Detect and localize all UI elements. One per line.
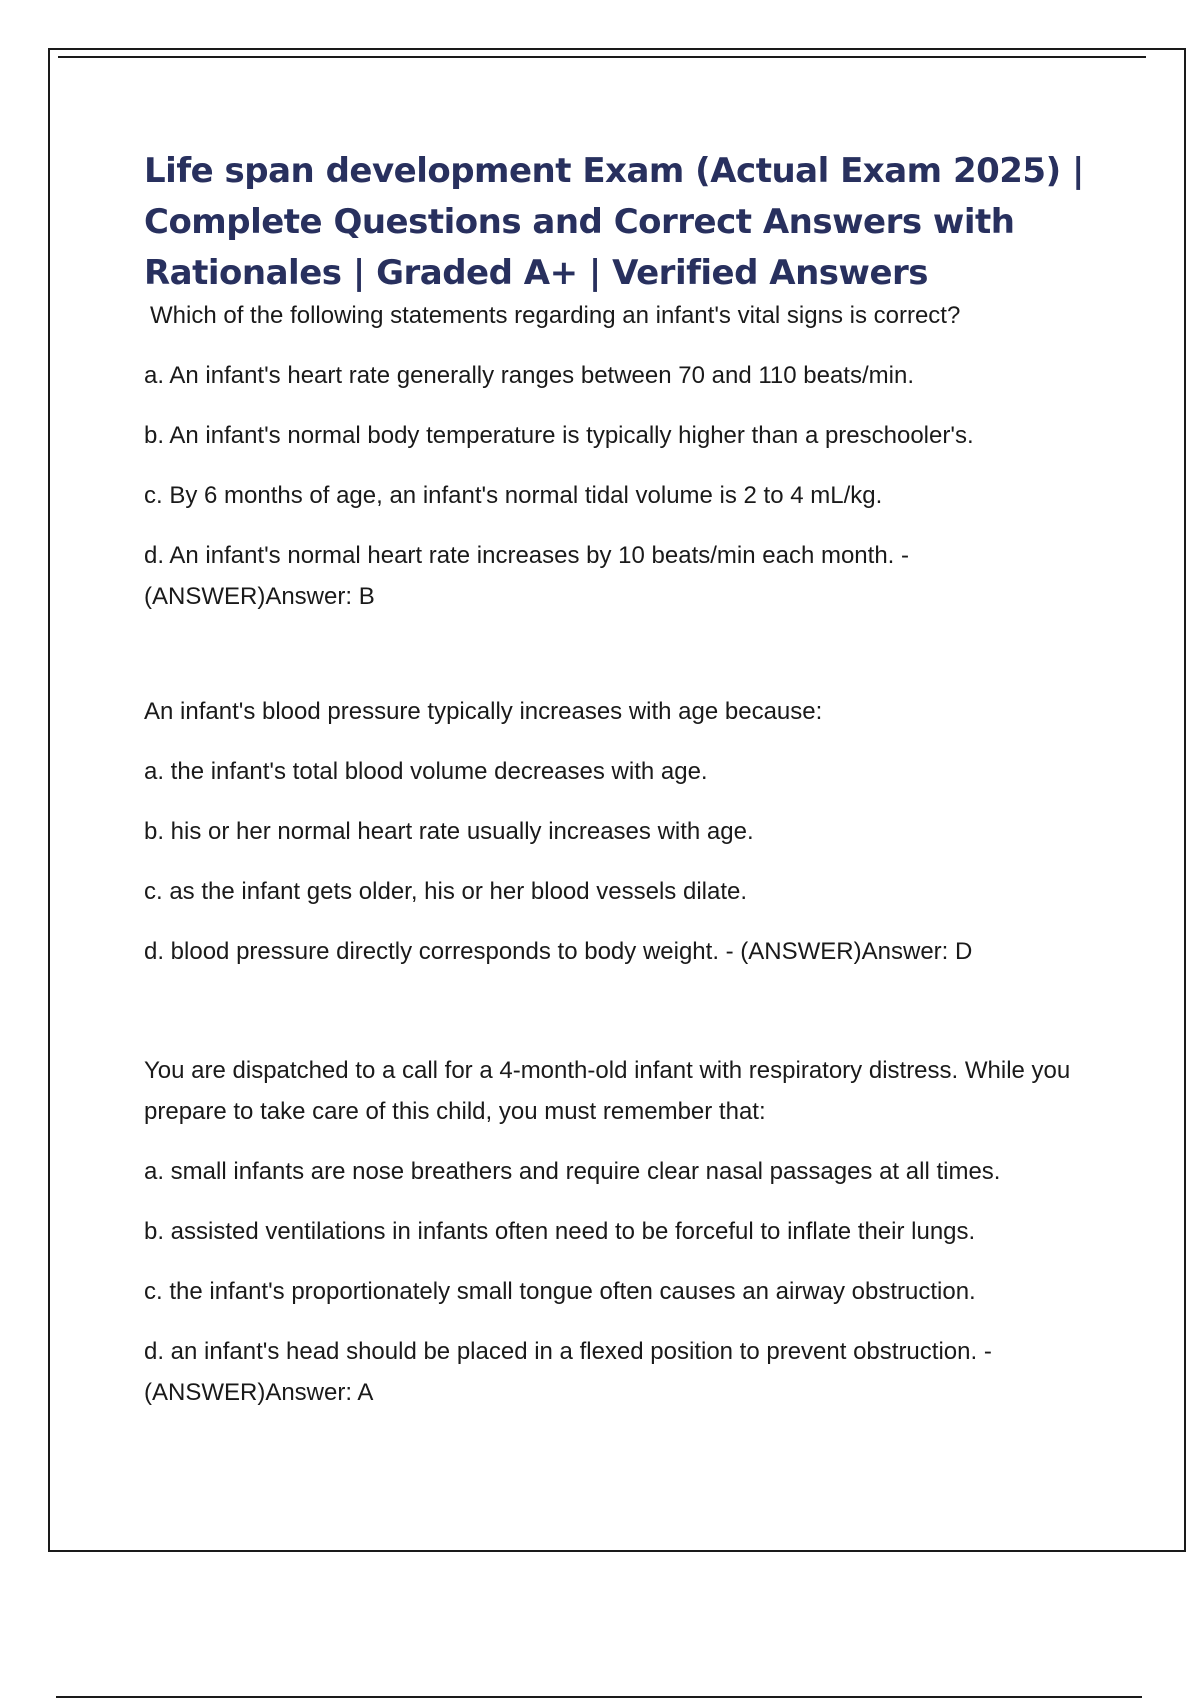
answer-option-b: b. his or her normal heart rate usually increases with age. <box>144 818 754 845</box>
question-text: An infant's blood pressure typically increases with age because: <box>144 698 823 725</box>
question-block-1 <box>144 295 1084 617</box>
document-body <box>144 146 1084 1413</box>
question-block-2 <box>144 691 1084 972</box>
question-text: Which of the following statements regarding an infant's vital signs is correct? <box>150 302 961 329</box>
question-spacer <box>144 972 1084 1050</box>
answer-option-d: d. an infant's head should be placed in a flexed position to prevent obstruction. - (ANSWER)Answer: A <box>144 1338 992 1406</box>
answer-option-a: a. An infant's heart rate generally ranges between 70 and 110 beats/min. <box>144 362 914 389</box>
answer-option-c: c. the infant's proportionately small tongue often causes an airway obstruction. <box>144 1278 976 1305</box>
question-block-3 <box>144 1050 1084 1413</box>
answer-option-d: d. blood pressure directly corresponds to body weight. - (ANSWER)Answer: D <box>144 938 973 965</box>
header-rule <box>58 56 1146 58</box>
question-spacer <box>144 617 1084 691</box>
answer-option-c: c. as the infant gets older, his or her blood vessels dilate. <box>144 878 748 905</box>
answer-option-a: a. small infants are nose breathers and require clear nasal passages at all times. <box>144 1158 1001 1185</box>
document-title: Life span development Exam (Actual Exam 2025) | Complete Questions and Correct Answers with Rationales | Graded A+ | Verified Answers <box>144 151 1084 293</box>
answer-option-d: d. An infant's normal heart rate increases by 10 beats/min each month. - (ANSWER)Answer: B <box>144 542 909 610</box>
answer-option-a: a. the infant's total blood volume decreases with age. <box>144 758 708 785</box>
answer-option-b: b. An infant's normal body temperature is typically higher than a preschooler's. <box>144 422 974 449</box>
answer-option-c: c. By 6 months of age, an infant's normal tidal volume is 2 to 4 mL/kg. <box>144 482 883 509</box>
footer-rule <box>56 1696 1142 1698</box>
answer-option-b: b. assisted ventilations in infants often need to be forceful to inflate their lungs. <box>144 1218 976 1245</box>
question-text: You are dispatched to a call for a 4-month-old infant with respiratory distress. While you prepare to take care of this child, you must remember that: <box>144 1057 1071 1125</box>
